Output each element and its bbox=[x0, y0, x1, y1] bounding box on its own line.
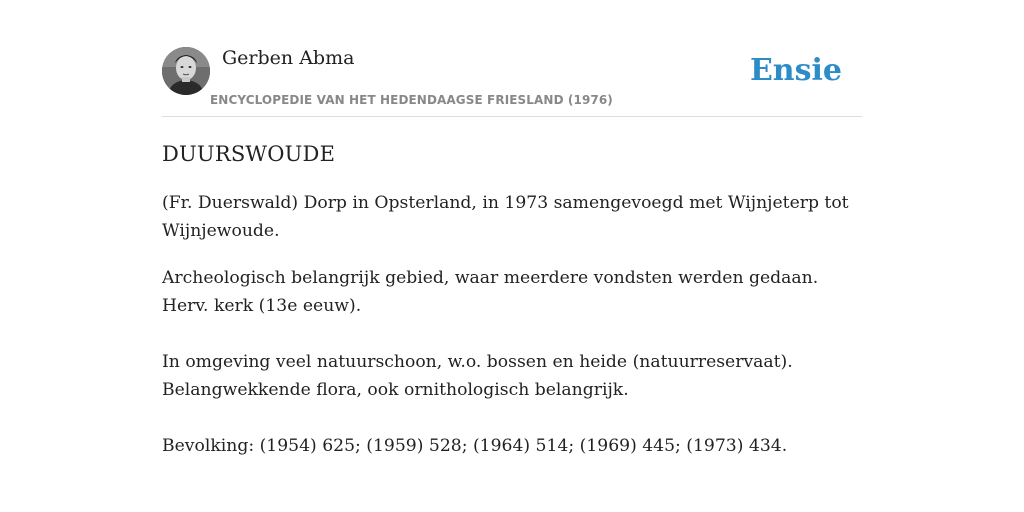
article-paragraph: Archeologisch belangrijk gebied, waar meerdere vondsten werden gedaan. Herv. kerk (13e eeuw). bbox=[162, 268, 819, 316]
source-title[interactable]: ENCYCLOPEDIE VAN HET HEDENDAAGSE FRIESLAND (1976) bbox=[210, 93, 613, 107]
author-avatar[interactable] bbox=[162, 47, 210, 95]
article-body bbox=[162, 138, 862, 460]
article-header bbox=[162, 46, 862, 117]
article-paragraph: (Fr. Duerswald) Dorp in Opsterland, in 1973 samengevoegd met Wijnjeterp tot Wijnjewoude. bbox=[162, 193, 849, 241]
article-title: DUURSWOUDE bbox=[162, 142, 336, 166]
author-portrait-icon bbox=[162, 47, 210, 95]
site-logo[interactable]: Ensie bbox=[749, 53, 842, 88]
article-paragraph: In omgeving veel natuurschoon, w.o. bossen en heide (natuurreservaat). Belangwekkende flora, ook ornithologisch belangrijk. bbox=[162, 352, 793, 400]
author-name[interactable]: Gerben Abma bbox=[222, 47, 355, 69]
article-paragraph: Bevolking: (1954) 625; (1959) 528; (1964) 514; (1969) 445; (1973) 434. bbox=[162, 436, 788, 456]
